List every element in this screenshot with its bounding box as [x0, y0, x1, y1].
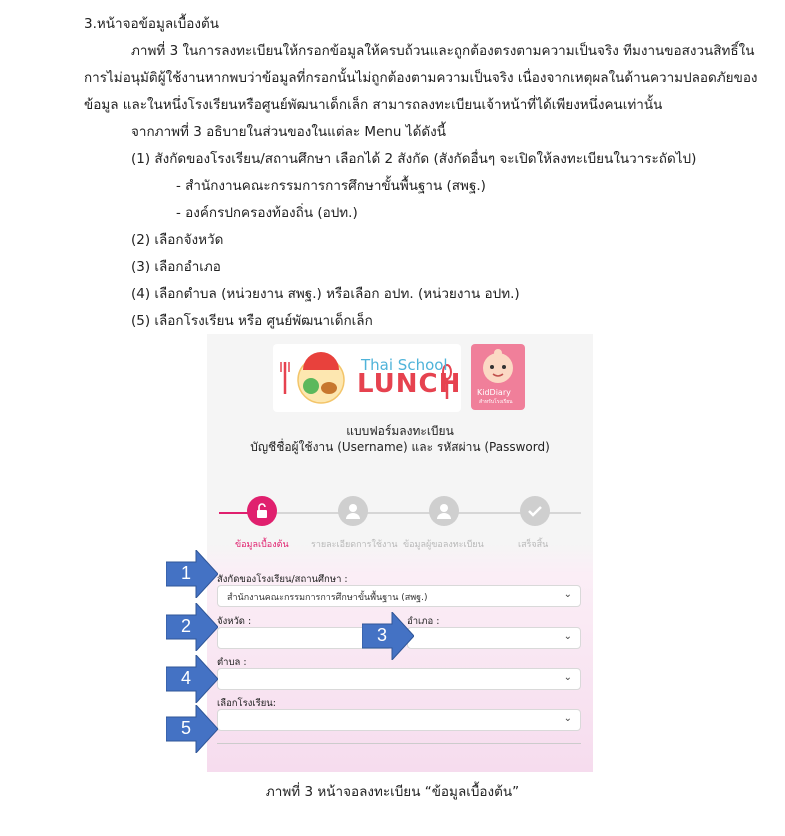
callout-number: 2: [181, 616, 192, 636]
paragraph-line: การไม่อนุมัติผู้ใช้งานหากพบว่าข้อมูลที่กรอกนั้นไม่ถูกต้องตามความเป็นจริง เนื่องจากเหตุผลในด้านความปลอดภัยของ: [84, 70, 758, 86]
callout-number: 3: [377, 625, 388, 645]
step-applicant-info[interactable]: [429, 496, 459, 526]
divider: [217, 743, 581, 744]
callout-number: 4: [181, 668, 192, 688]
check-icon: [520, 496, 550, 526]
callout-arrow-4: [166, 655, 218, 703]
step-label: เสร็จสิ้น: [518, 540, 549, 550]
list-item-3: (3) เลือกอำเภอ: [131, 259, 221, 275]
kiddiary-subtitle: สำหรับโรงเรียน: [479, 399, 513, 405]
subdistrict-select[interactable]: [217, 668, 581, 690]
logo-title: Thai School: [361, 356, 448, 374]
step-complete[interactable]: [520, 496, 550, 526]
callout-number: 1: [181, 563, 192, 583]
lock-icon: [247, 496, 277, 526]
list-item-1: (1) สังกัดของโรงเรียน/สถานศึกษา เลือกได้ 2 สังกัด (สังกัดอื่นๆ จะเปิดให้ลงทะเบียนในวาระถัดไป): [131, 151, 697, 167]
baby-face-icon: [471, 344, 525, 394]
affiliation-value: สำนักงานคณะกรรมการการศึกษาขั้นพื้นฐาน (สพฐ.): [227, 593, 428, 603]
form-subtitle: บัญชีชื่อผู้ใช้งาน (Username) และ รหัสผ่าน (Password): [250, 440, 550, 454]
province-label: จังหวัด :: [217, 616, 252, 627]
district-select[interactable]: [407, 627, 581, 649]
affiliation-label: สังกัดของโรงเรียน/สถานศึกษา :: [217, 574, 348, 585]
affiliation-select[interactable]: [217, 585, 581, 607]
kiddiary-name: KidDiary: [477, 388, 511, 397]
callout-arrow-3: [362, 612, 414, 660]
callout-number: 5: [181, 718, 192, 738]
registration-screenshot: [207, 334, 593, 772]
paragraph-line: ภาพที่ 3 ในการลงทะเบียนให้กรอกข้อมูลให้ครบถ้วนและถูกต้องตรงตามความเป็นจริง ทีมงานขอสงวนสิทธิ์ใน: [131, 43, 755, 59]
figure-caption: ภาพที่ 3 หน้าจอลงทะเบียน “ข้อมูลเบื้องต้น”: [265, 784, 520, 800]
form-title: แบบฟอร์มลงทะเบียน: [346, 424, 454, 438]
callout-arrow-5: [166, 705, 218, 753]
step-usage-details[interactable]: [338, 496, 368, 526]
step-basic-info[interactable]: [247, 496, 277, 526]
callout-arrow-1: [166, 550, 218, 598]
district-label: อำเภอ :: [407, 616, 440, 627]
callout-arrow-2: [166, 603, 218, 651]
list-item-5: (5) เลือกโรงเรียน หรือ ศูนย์พัฒนาเด็กเล็ก: [131, 313, 373, 329]
subdistrict-label: ตำบล :: [217, 657, 247, 668]
sub-item-1: - สำนักงานคณะกรรมการการศึกษาขั้นพื้นฐาน (สพฐ.): [176, 178, 486, 194]
list-item-2: (2) เลือกจังหวัด: [131, 232, 224, 248]
sub-item-2: - องค์กรปกครองท้องถิ่น (อปท.): [176, 205, 358, 221]
user-icon: [338, 496, 368, 526]
chevron-down-icon: ⌄: [563, 589, 572, 600]
chevron-down-icon: ⌄: [563, 672, 572, 683]
list-item-4: (4) เลือกตำบล (หน่วยงาน สพฐ.) หรือเลือก อปท. (หน่วยงาน อปท.): [131, 286, 520, 302]
step-label: รายละเอียดการใช้งาน: [311, 540, 398, 550]
user-icon: [429, 496, 459, 526]
section-heading: 3.หน้าจอข้อมูลเบื้องต้น: [84, 16, 219, 32]
logo-main-text: LUNCH: [357, 369, 462, 399]
chevron-down-icon: ⌄: [563, 631, 572, 642]
step-label: ข้อมูลผู้ขอลงทะเบียน: [403, 540, 484, 550]
school-select[interactable]: [217, 709, 581, 731]
school-label: เลือกโรงเรียน:: [217, 698, 276, 709]
paragraph-line: ข้อมูล และในหนึ่งโรงเรียนหรือศูนย์พัฒนาเด็กเล็ก สามารถลงทะเบียนเจ้าหน้าที่ได้เพียงหนึ่งคนเท่านั้น: [84, 97, 663, 113]
step-label: ข้อมูลเบื้องต้น: [235, 540, 289, 550]
chevron-down-icon: ⌄: [563, 713, 572, 724]
menu-intro: จากภาพที่ 3 อธิบายในส่วนของในแต่ละ Menu ได้ดังนี้: [131, 124, 446, 140]
